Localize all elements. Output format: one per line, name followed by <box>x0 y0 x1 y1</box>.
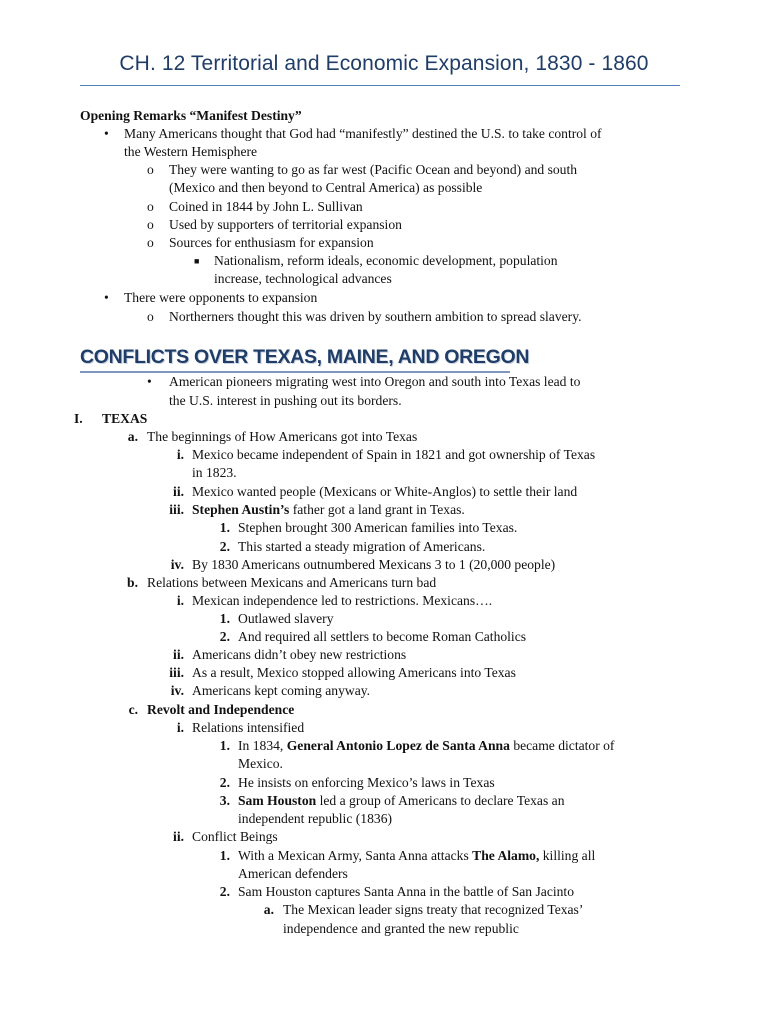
outline-c-i-3-rest: led a group of Americans to declare Texas an <box>316 793 565 808</box>
opening-bullet-1-line-1: Many Americans thought that God had “manifestly” destined the U.S. to take control of <box>124 126 602 141</box>
outline-b-i: Mexican independence led to restrictions. Mexicans…. <box>192 593 493 608</box>
opening-sub-2: Coined in 1844 by John L. Sullivan <box>169 199 363 214</box>
bold-name: General Antonio Lopez de Santa Anna <box>286 738 510 753</box>
outline-c-i-1-line-2: Mexico. <box>238 756 283 771</box>
opening-sub-1-line-1: They were wanting to go as far west (Pacific Ocean and beyond) and south <box>169 162 578 177</box>
outline-c-i: Relations intensified <box>192 720 305 735</box>
outline-marker: 2. <box>219 775 230 790</box>
document-title: CH. 12 Territorial and Economic Expansion, 1830 - 1860 <box>119 52 649 75</box>
circle-bullet-icon: o <box>147 162 154 177</box>
circle-bullet-icon: o <box>147 309 154 324</box>
bullet-icon: • <box>104 126 109 141</box>
section-intro-line-2: the U.S. interest in pushing out its borders. <box>169 393 402 408</box>
outline-c-ii-2-a-line-2: independence and granted the new republic <box>283 921 519 936</box>
outline-marker: 1. <box>219 611 230 626</box>
outline-marker: I. <box>74 411 83 426</box>
outline-c-i-1-pre: In 1834, <box>238 738 287 753</box>
outline-c-ii: Conflict Beings <box>192 829 278 844</box>
outline-c-ii-2: Sam Houston captures Santa Anna in the battle of San Jacinto <box>238 884 575 899</box>
bold-name: Sam Houston <box>238 793 317 808</box>
outline-marker: 2. <box>219 629 230 644</box>
circle-bullet-icon: o <box>147 199 154 214</box>
circle-bullet-icon: o <box>147 235 154 250</box>
outline-c-i-3 <box>238 792 565 810</box>
opening-heading: Opening Remarks “Manifest Destiny” <box>80 108 302 123</box>
outline-marker: i. <box>176 720 184 735</box>
outline-marker: ii. <box>173 647 184 662</box>
section-heading: CONFLICTS OVER TEXAS, MAINE, AND OREGON <box>80 346 530 368</box>
section-intro-line-1: American pioneers migrating west into Oregon and south into Texas lead to <box>169 374 581 389</box>
outline-marker: a. <box>127 429 138 444</box>
outline-c-ii-1-post: killing all <box>539 848 596 863</box>
outline-c-ii-2-a-line-1: The Mexican leader signs treaty that recognized Texas’ <box>283 902 584 917</box>
outline-a-iii-rest: father got a land grant in Texas. <box>289 502 465 517</box>
opening-tertiary-1-line-1: Nationalism, reform ideals, economic development, population <box>214 253 558 268</box>
opening-bullet-2: There were opponents to expansion <box>124 290 318 305</box>
outline-c-i-1-post: became dictator of <box>509 738 615 753</box>
bullet-icon: • <box>147 374 152 389</box>
outline-a-i-line-1: Mexico became independent of Spain in 1821 and got ownership of Texas <box>192 447 596 462</box>
outline-a-iii-1: Stephen brought 300 American families into Texas. <box>238 520 518 535</box>
bold-name: Stephen Austin’s <box>192 502 290 517</box>
outline-b-text: Relations between Mexicans and Americans turn bad <box>147 575 437 590</box>
outline-marker: 2. <box>219 539 230 554</box>
outline-marker: ii. <box>173 829 184 844</box>
opening-bullet-1-line-2: the Western Hemisphere <box>124 144 258 159</box>
opening-sub-3: Used by supporters of territorial expansion <box>169 217 402 232</box>
outline-marker: a. <box>263 902 274 917</box>
outline-marker: 1. <box>219 848 230 863</box>
outline-a-iii <box>192 501 465 519</box>
title-divider <box>80 85 680 86</box>
outline-c-i-1 <box>238 737 614 755</box>
outline-c-i-2: He insists on enforcing Mexico’s laws in Texas <box>238 775 495 790</box>
outline-marker: c. <box>128 702 138 717</box>
outline-marker: 1. <box>219 738 230 753</box>
opening-sub-1-line-2: (Mexico and then beyond to Central America) as possible <box>169 180 483 195</box>
opening-tertiary-1-line-2: increase, technological advances <box>214 271 392 286</box>
outline-marker: 3. <box>219 793 230 808</box>
texas-heading: TEXAS <box>102 411 148 426</box>
outline-a-text: The beginnings of How Americans got into Texas <box>147 429 418 444</box>
outline-marker: 1. <box>219 520 230 535</box>
outline-c-text: Revolt and Independence <box>147 702 295 717</box>
opening-sub-5: Northerners thought this was driven by southern ambition to spread slavery. <box>169 309 582 324</box>
outline-b-ii: Americans didn’t obey new restrictions <box>192 647 407 662</box>
outline-marker: ii. <box>173 484 184 499</box>
outline-b-i-1: Outlawed slavery <box>238 611 334 626</box>
outline-c-ii-1-pre: With a Mexican Army, Santa Anna attacks <box>238 848 473 863</box>
outline-c-i-3-line-2: independent republic (1836) <box>238 811 393 826</box>
outline-a-iv: By 1830 Americans outnumbered Mexicans 3 to 1 (20,000 people) <box>192 557 556 572</box>
outline-marker: b. <box>127 575 138 590</box>
bullet-icon: • <box>104 290 109 305</box>
outline-marker: iv. <box>170 557 184 572</box>
outline-a-ii: Mexico wanted people (Mexicans or White-Anglos) to settle their land <box>192 484 578 499</box>
square-bullet-icon: ■ <box>194 256 200 266</box>
outline-b-i-2: And required all settlers to become Roman Catholics <box>238 629 527 644</box>
outline-b-iv: Americans kept coming anyway. <box>192 683 371 698</box>
outline-marker: iii. <box>169 665 184 680</box>
outline-a-i-line-2: in 1823. <box>192 465 237 480</box>
outline-marker: i. <box>176 593 184 608</box>
outline-a-iii-2: This started a steady migration of Americans. <box>238 539 486 554</box>
outline-marker: iii. <box>169 502 184 517</box>
outline-marker: 2. <box>219 884 230 899</box>
bold-name: The Alamo, <box>472 848 540 863</box>
outline-c-ii-1-line-2: American defenders <box>238 866 348 881</box>
outline-marker: i. <box>176 447 184 462</box>
outline-b-iii: As a result, Mexico stopped allowing Americans into Texas <box>192 665 516 680</box>
opening-sub-4: Sources for enthusiasm for expansion <box>169 235 374 250</box>
circle-bullet-icon: o <box>147 217 154 232</box>
outline-c-ii-1 <box>238 847 595 865</box>
outline-marker: iv. <box>170 683 184 698</box>
